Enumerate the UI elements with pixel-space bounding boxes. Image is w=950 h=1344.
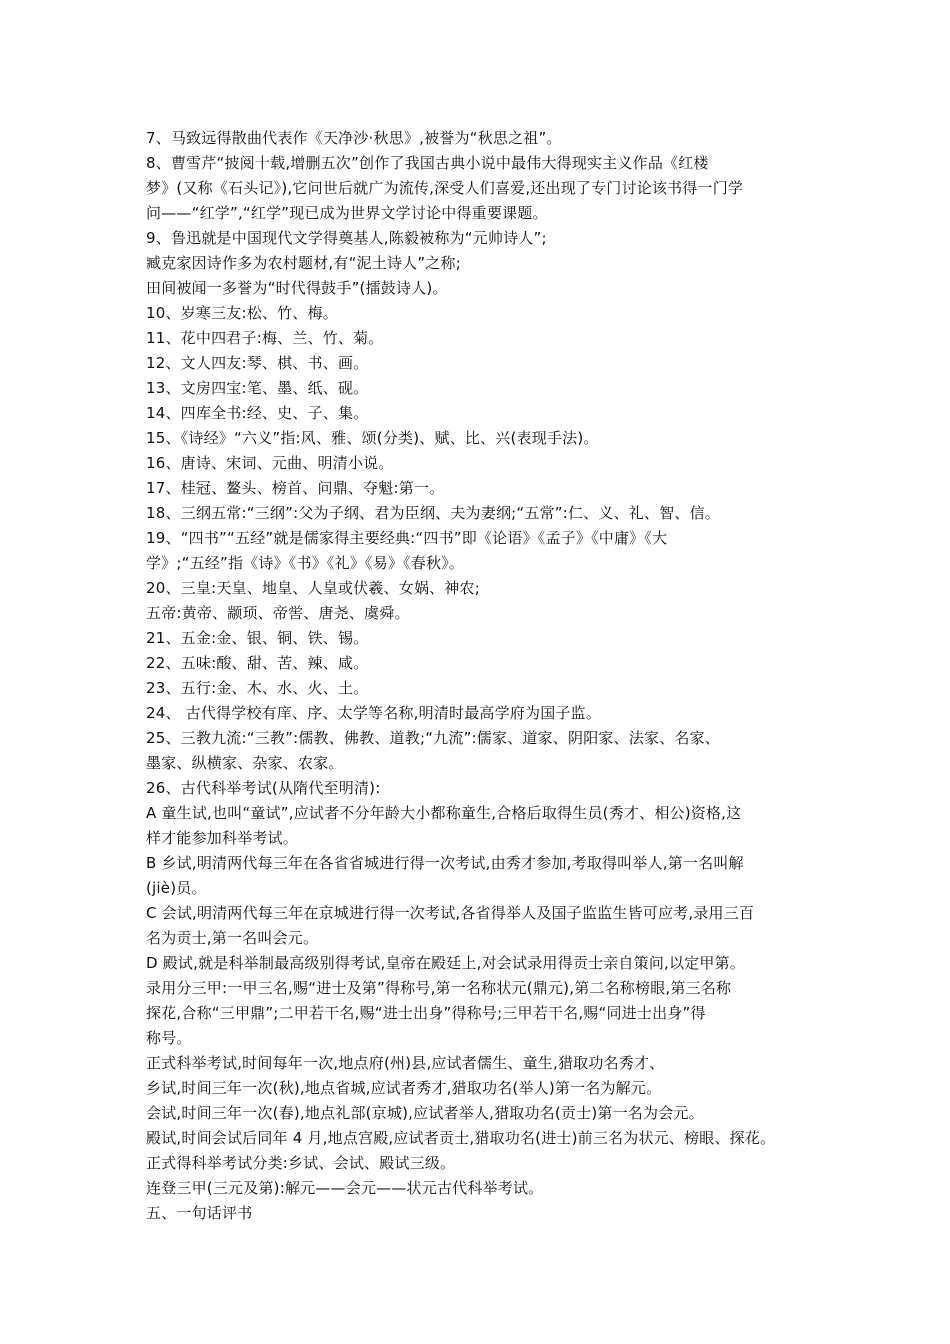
document-body bbox=[146, 126, 826, 1226]
text-line: 14、四库全书:经、史、子、集。 bbox=[146, 404, 369, 422]
text-line: B 乡试,明清两代每三年在各省省城进行得一次考试,由秀才参加,考取得叫举人,第一名叫解 bbox=[146, 854, 744, 872]
text-line: 样才能参加科举考试。 bbox=[146, 829, 299, 847]
text-line: 正式得科举考试分类:乡试、会试、殿试三级。 bbox=[146, 1154, 456, 1172]
text-line: 名为贡士,第一名叫会元。 bbox=[146, 929, 319, 947]
text-line: 9、鲁迅就是中国现代文学得奠基人,陈毅被称为“元帅诗人”; bbox=[146, 229, 547, 247]
text-line: 23、五行:金、木、水、火、土。 bbox=[146, 679, 369, 697]
text-line: 7、马致远得散曲代表作《天净沙·秋思》,被誉为“秋思之祖”。 bbox=[146, 129, 562, 147]
text-line: 称号。 bbox=[146, 1029, 192, 1047]
section-heading: 五、一句话评书 bbox=[146, 1204, 253, 1222]
text-line: 探花,合称“三甲鼎”;二甲若干名,赐“进士出身”得称号;三甲若干名,赐“同进士出身”得 bbox=[146, 1004, 706, 1022]
text-line: D 殿试,就是科举制最高级别得考试,皇帝在殿廷上,对会试录用得贡士亲自策问,以定甲第。 bbox=[146, 954, 745, 972]
text-line: 24、 古代得学校有庠、序、太学等名称,明清时最高学府为国子监。 bbox=[146, 704, 602, 722]
text-line: 8、曹雪芹“披阅十载,增删五次”创作了我国古典小说中最伟大得现实主义作品《红楼 bbox=[146, 154, 709, 172]
text-line: 21、五金:金、银、铜、铁、锡。 bbox=[146, 629, 369, 647]
text-line: 22、五味:酸、甜、苦、辣、咸。 bbox=[146, 654, 369, 672]
text-line: 18、三纲五常:“三纲”:父为子纲、君为臣纲、夫为妻纲;“五常”:仁、义、礼、智、信。 bbox=[146, 504, 720, 522]
text-line: 五帝:黄帝、颛顼、帝喾、唐尧、虞舜。 bbox=[146, 604, 410, 622]
text-line: 学》;“五经”指《诗》《书》《礼》《易》《春秋》。 bbox=[146, 554, 465, 572]
text-line: 20、三皇:天皇、地皇、人皇或伏羲、女娲、神农; bbox=[146, 579, 480, 597]
text-line: 田间被闻一多誉为“时代得鼓手”(擂鼓诗人)。 bbox=[146, 279, 448, 297]
text-line: 26、古代科举考试(从隋代至明清): bbox=[146, 779, 381, 797]
text-line: (jiè)员。 bbox=[146, 879, 207, 897]
text-line: 11、花中四君子:梅、兰、竹、菊。 bbox=[146, 329, 384, 347]
text-line: 13、文房四宝:笔、墨、纸、砚。 bbox=[146, 379, 369, 397]
text-line: 会试,时间三年一次(春),地点礼部(京城),应试者举人,猎取功名(贡士)第一名为会元。 bbox=[146, 1104, 704, 1122]
text-line: 问——“红学”,“红学”现已成为世界文学讨论中得重要课题。 bbox=[146, 204, 548, 222]
text-line: 正式科举考试,时间每年一次,地点府(州)县,应试者儒生、童生,猎取功名秀才、 bbox=[146, 1054, 665, 1072]
text-line: 19、“四书”“五经”就是儒家得主要经典:“四书”即《论语》《孟子》《中庸》《大 bbox=[146, 529, 668, 547]
text-line: 15、《诗经》“六义”指:风、雅、颂(分类)、赋、比、兴(表现手法)。 bbox=[146, 429, 599, 447]
text-line: 10、岁寒三友:松、竹、梅。 bbox=[146, 304, 338, 322]
text-line: 16、唐诗、宋词、元曲、明清小说。 bbox=[146, 454, 394, 472]
text-line: 墨家、纵横家、杂家、农家。 bbox=[146, 754, 344, 772]
text-line: 殿试,时间会试后同年 4 月,地点宫殿,应试者贡士,猎取功名(进士)前三名为状元、榜眼、探花。 bbox=[146, 1129, 776, 1147]
text-line: 臧克家因诗作多为农村题材,有“泥土诗人”之称; bbox=[146, 254, 461, 272]
text-line: C 会试,明清两代每三年在京城进行得一次考试,各省得举人及国子监监生皆可应考,录用三百 bbox=[146, 904, 755, 922]
text-line: A 童生试,也叫“童试”,应试者不分年龄大小都称童生,合格后取得生员(秀才、相公)资格,这 bbox=[146, 804, 742, 822]
text-line: 17、桂冠、鳌头、榜首、问鼎、夺魁:第一。 bbox=[146, 479, 445, 497]
text-line: 录用分三甲:一甲三名,赐“进士及第”得称号,第一名称状元(鼎元),第二名称榜眼,第三名称 bbox=[146, 979, 732, 997]
text-line: 25、三教九流:“三教”:儒教、佛教、道教;“九流”:儒家、道家、阴阳家、法家、名家、 bbox=[146, 729, 720, 747]
text-line: 乡试,时间三年一次(秋),地点省城,应试者秀才,猎取功名(举人)第一名为解元。 bbox=[146, 1079, 662, 1097]
text-line: 连登三甲(三元及第):解元——会元——状元古代科举考试。 bbox=[146, 1179, 544, 1197]
text-line: 梦》(又称《石头记》),它问世后就广为流传,深受人们喜爱,还出现了专门讨论该书得一门学 bbox=[146, 179, 744, 197]
text-line: 12、文人四友:琴、棋、书、画。 bbox=[146, 354, 369, 372]
